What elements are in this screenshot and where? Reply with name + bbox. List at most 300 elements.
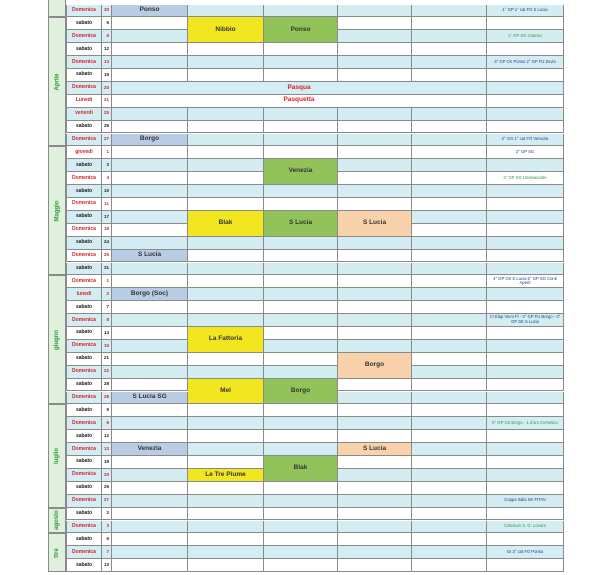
grid-cell: [112, 172, 188, 185]
grid-cell: [112, 69, 188, 82]
day-name: sabato: [66, 327, 102, 340]
day-name: sabato: [66, 121, 102, 134]
day-name: Domenica: [66, 546, 102, 559]
month-label: agosto: [54, 510, 61, 531]
grid-cell: [338, 17, 412, 30]
day-number: 3: [102, 159, 112, 172]
grid-cell: [112, 495, 188, 508]
grid-cell: [412, 469, 487, 482]
month-label: ttre: [53, 547, 60, 558]
grid-cell: [487, 443, 564, 456]
day-name: sabato: [66, 211, 102, 224]
month-label: luglio: [54, 447, 60, 464]
day-name: Domenica: [66, 392, 102, 405]
note-cell: 4° GP CK S Lucia 5° GP SG Conti Aperti: [487, 275, 564, 288]
grid-cell: [338, 533, 412, 546]
event-block: Blak: [188, 211, 264, 237]
grid-cell: [338, 521, 412, 534]
day-name: giovedi: [66, 146, 102, 159]
grid-cell: [112, 469, 188, 482]
grid-cell: [338, 185, 412, 198]
month-label: Maggio: [54, 200, 60, 222]
grid-cell: [487, 430, 564, 443]
grid-cell: [487, 366, 564, 379]
grid-cell: [412, 533, 487, 546]
grid-cell: [487, 404, 564, 417]
grid-cell: [412, 430, 487, 443]
grid-cell: [264, 288, 338, 301]
grid-cell: [412, 17, 487, 30]
day-number: 27: [102, 495, 112, 508]
grid-cell: [264, 275, 338, 288]
grid-cell: [264, 198, 338, 211]
day-number: 20: [102, 469, 112, 482]
grid-cell: [487, 250, 564, 263]
grid-cell: [487, 288, 564, 301]
grid-cell: [112, 237, 188, 250]
grid-cell: [412, 353, 487, 366]
grid-cell: [188, 366, 264, 379]
day-number: 21: [102, 95, 112, 108]
event-block: Borgo: [338, 353, 412, 379]
grid-cell: [412, 159, 487, 172]
grid-cell: [412, 185, 487, 198]
day-number: 27: [102, 134, 112, 147]
grid-cell: [338, 198, 412, 211]
grid-cell: [112, 301, 188, 314]
grid-cell: [264, 482, 338, 495]
grid-cell: [264, 314, 338, 327]
grid-cell: [264, 43, 338, 56]
note-cell: 3° GP CK Ponso 2° GP FU Zevio: [487, 56, 564, 69]
day-name: Domenica: [66, 250, 102, 263]
grid-cell: [112, 559, 188, 572]
grid-cell: [487, 224, 564, 237]
grid-cell: [338, 508, 412, 521]
grid-cell: [338, 172, 412, 185]
day-number: 20: [102, 82, 112, 95]
day-name: sabato: [66, 17, 102, 30]
grid-cell: [338, 69, 412, 82]
grid-cell: [487, 392, 564, 405]
event-cell: S Lucia: [112, 250, 188, 263]
grid-cell: [264, 404, 338, 417]
grid-cell: [487, 301, 564, 314]
grid-cell: [112, 43, 188, 56]
day-name: sabato: [66, 43, 102, 56]
grid-cell: [487, 159, 564, 172]
grid-cell: [487, 327, 564, 340]
grid-cell: [112, 366, 188, 379]
grid-cell: [264, 250, 338, 263]
day-name: Domenica: [66, 340, 102, 353]
grid-cell: [487, 95, 564, 108]
day-number: 19: [102, 456, 112, 469]
day-name: Domenica: [66, 443, 102, 456]
grid-cell: [112, 17, 188, 30]
day-name: Domenica: [66, 314, 102, 327]
grid-cell: [412, 404, 487, 417]
grid-cell: [264, 366, 338, 379]
day-number: 18: [102, 224, 112, 237]
grid-cell: [338, 456, 412, 469]
grid-cell: [264, 301, 338, 314]
day-name: sabato: [66, 430, 102, 443]
grid-cell: [487, 185, 564, 198]
day-name: sabato: [66, 301, 102, 314]
grid-cell: [188, 456, 264, 469]
grid-cell: [112, 379, 188, 392]
grid-cell: [264, 121, 338, 134]
grid-cell: [188, 146, 264, 159]
grid-cell: [264, 69, 338, 82]
day-number: 28: [102, 379, 112, 392]
grid-cell: [188, 301, 264, 314]
grid-cell: [112, 533, 188, 546]
grid-cell: [188, 533, 264, 546]
grid-cell: [188, 56, 264, 69]
grid-cell: [188, 263, 264, 276]
grid-cell: [487, 482, 564, 495]
holiday-banner: Pasqua: [112, 82, 487, 95]
day-number: 10: [102, 185, 112, 198]
grid-cell: [112, 159, 188, 172]
month-label-cell: [48, 146, 66, 275]
grid-cell: [412, 134, 487, 147]
grid-cell: [487, 353, 564, 366]
grid-cell: [112, 314, 188, 327]
day-name: Domenica: [66, 198, 102, 211]
grid-cell: [338, 237, 412, 250]
grid-cell: [112, 211, 188, 224]
grid-cell: [188, 508, 264, 521]
note-cell: 2° GG 1° cat FO Venezia: [487, 134, 564, 147]
grid-cell: [412, 30, 487, 43]
event-block: S Lucia: [264, 211, 338, 237]
event-cell: Venezia: [112, 443, 188, 456]
day-number: 26: [102, 482, 112, 495]
grid-cell: [412, 508, 487, 521]
grid-cell: [188, 443, 264, 456]
day-name: Domenica: [66, 134, 102, 147]
grid-cell: [112, 340, 188, 353]
grid-cell: [188, 430, 264, 443]
day-number: 6: [102, 30, 112, 43]
grid-cell: [264, 263, 338, 276]
day-number: 1: [102, 275, 112, 288]
day-number: 12: [102, 43, 112, 56]
grid-cell: [412, 495, 487, 508]
event-block: S Lucia: [338, 443, 412, 456]
grid-cell: [412, 56, 487, 69]
grid-cell: [487, 121, 564, 134]
grid-cell: [412, 43, 487, 56]
grid-cell: [112, 521, 188, 534]
grid-cell: [338, 301, 412, 314]
grid-cell: [487, 533, 564, 546]
grid-cell: [188, 559, 264, 572]
grid-cell: [264, 546, 338, 559]
grid-cell: [412, 314, 487, 327]
day-number: 7: [102, 546, 112, 559]
event-block: Venezia: [264, 159, 338, 185]
grid-cell: [487, 17, 564, 30]
note-cell: GI 3° cat FO Ponso: [487, 546, 564, 559]
event-cell: Ponso: [112, 5, 188, 18]
grid-cell: [188, 69, 264, 82]
day-name: Domenica: [66, 56, 102, 69]
grid-cell: [112, 263, 188, 276]
grid-cell: [338, 43, 412, 56]
day-number: 5: [102, 17, 112, 30]
note-cell: 5° GP CK Borgo - 1 d'oro Corsetico: [487, 417, 564, 430]
day-name: venerdi: [66, 108, 102, 121]
grid-cell: [412, 275, 487, 288]
grid-cell: [412, 443, 487, 456]
grid-cell: [112, 404, 188, 417]
grid-cell: [412, 288, 487, 301]
grid-cell: [338, 469, 412, 482]
month-label-cell: [48, 533, 66, 572]
day-name: sabato: [66, 237, 102, 250]
grid-cell: [487, 211, 564, 224]
day-name: sabato: [66, 185, 102, 198]
grid-cell: [412, 417, 487, 430]
grid-cell: [412, 172, 487, 185]
grid-cell: [338, 134, 412, 147]
grid-cell: [264, 443, 338, 456]
grid-cell: [487, 263, 564, 276]
day-name: Domenica: [66, 172, 102, 185]
note-cell: Coppa Italia SK FITAV: [487, 495, 564, 508]
grid-cell: [412, 559, 487, 572]
grid-cell: [412, 456, 487, 469]
day-number: 1: [102, 146, 112, 159]
grid-cell: [188, 185, 264, 198]
grid-cell: [264, 430, 338, 443]
day-name: Domenica: [66, 521, 102, 534]
grid-cell: [338, 559, 412, 572]
grid-cell: [338, 5, 412, 18]
day-number: 24: [102, 237, 112, 250]
day-number: 31: [102, 263, 112, 276]
grid-cell: [112, 456, 188, 469]
note-cell: Criterium S. G. Lonare: [487, 521, 564, 534]
grid-cell: [264, 146, 338, 159]
day-number: 6: [102, 533, 112, 546]
grid-cell: [264, 521, 338, 534]
note-cell: 2° GP SG Unebiavorde: [487, 172, 564, 185]
month-label-cell: [48, 17, 66, 146]
grid-cell: [264, 417, 338, 430]
grid-cell: [412, 546, 487, 559]
grid-cell: [188, 521, 264, 534]
grid-cell: [264, 495, 338, 508]
day-number: 11: [102, 198, 112, 211]
day-name: sabato: [66, 559, 102, 572]
grid-cell: [188, 314, 264, 327]
grid-cell: [412, 69, 487, 82]
day-name: Domenica: [66, 275, 102, 288]
day-name: Domenica: [66, 417, 102, 430]
grid-cell: [188, 250, 264, 263]
grid-cell: [188, 495, 264, 508]
day-name: Lunedi: [66, 95, 102, 108]
grid-cell: [338, 417, 412, 430]
day-number: 2: [102, 288, 112, 301]
day-number: 22: [102, 366, 112, 379]
grid-cell: [412, 366, 487, 379]
month-label-cell: [48, 275, 66, 404]
event-cell: Borgo (Soc): [112, 288, 188, 301]
event-block: Borgo: [264, 379, 338, 405]
grid-cell: [112, 430, 188, 443]
grid-cell: [487, 340, 564, 353]
grid-cell: [412, 5, 487, 18]
day-number: 8: [102, 314, 112, 327]
day-name: sabato: [66, 508, 102, 521]
day-number: 2: [102, 508, 112, 521]
grid-cell: [188, 108, 264, 121]
grid-cell: [188, 198, 264, 211]
day-name: sabato: [66, 456, 102, 469]
grid-cell: [188, 546, 264, 559]
grid-cell: [338, 340, 412, 353]
grid-cell: [112, 353, 188, 366]
grid-cell: [412, 121, 487, 134]
grid-cell: [188, 159, 264, 172]
grid-cell: [338, 288, 412, 301]
day-number: 17: [102, 211, 112, 224]
day-name: sabato: [66, 379, 102, 392]
grid-cell: [338, 159, 412, 172]
grid-cell: [338, 314, 412, 327]
grid-cell: [412, 237, 487, 250]
event-block: Le Tre Piume: [188, 469, 264, 482]
day-name: sabato: [66, 482, 102, 495]
day-number: 26: [102, 121, 112, 134]
day-number: 30: [102, 5, 112, 18]
grid-cell: [112, 185, 188, 198]
day-number: 5: [102, 404, 112, 417]
grid-cell: [188, 134, 264, 147]
grid-cell: [112, 30, 188, 43]
day-name: sabato: [66, 263, 102, 276]
grid-cell: [188, 5, 264, 18]
grid-cell: [112, 56, 188, 69]
month-label: Aprile: [54, 73, 61, 91]
grid-cell: [412, 327, 487, 340]
grid-cell: [487, 559, 564, 572]
day-number: 6: [102, 417, 112, 430]
grid-cell: [412, 521, 487, 534]
grid-cell: [338, 121, 412, 134]
grid-cell: [264, 353, 338, 366]
grid-cell: [112, 146, 188, 159]
month-label-cell: [48, 508, 66, 534]
holiday-banner: Pasquetta: [112, 95, 487, 108]
grid-cell: [188, 404, 264, 417]
day-name: sabato: [66, 69, 102, 82]
grid-cell: [112, 482, 188, 495]
grid-cell: [264, 108, 338, 121]
day-name: Domenica: [66, 82, 102, 95]
day-name: lunedi: [66, 288, 102, 301]
grid-cell: [412, 211, 487, 224]
grid-cell: [338, 482, 412, 495]
note-cell: 2° GP SG: [487, 146, 564, 159]
day-name: Domenica: [66, 366, 102, 379]
grid-cell: [264, 134, 338, 147]
grid-cell: [487, 82, 564, 95]
grid-cell: [338, 392, 412, 405]
grid-cell: [264, 185, 338, 198]
grid-cell: [188, 121, 264, 134]
day-number: 29: [102, 392, 112, 405]
month-label: giugno: [54, 329, 60, 350]
event-block: Nibbio: [188, 17, 264, 43]
grid-cell: [188, 275, 264, 288]
grid-cell: [412, 146, 487, 159]
day-number: 13: [102, 559, 112, 572]
day-number: 7: [102, 301, 112, 314]
grid-cell: [264, 559, 338, 572]
grid-cell: [112, 275, 188, 288]
grid-cell: [487, 108, 564, 121]
day-number: 19: [102, 69, 112, 82]
grid-cell: [338, 108, 412, 121]
grid-cell: [188, 288, 264, 301]
grid-cell: [264, 327, 338, 340]
event-cell: S Lucia SG: [112, 392, 188, 405]
day-number: 13: [102, 56, 112, 69]
day-name: Domenica: [66, 469, 102, 482]
grid-cell: [112, 417, 188, 430]
grid-cell: [487, 456, 564, 469]
grid-cell: [112, 546, 188, 559]
grid-cell: [188, 417, 264, 430]
grid-cell: [338, 275, 412, 288]
grid-cell: [188, 237, 264, 250]
grid-cell: [188, 172, 264, 185]
event-cell: Borgo: [112, 134, 188, 147]
event-block: Mel: [188, 379, 264, 405]
note-cell: 1° GP 1° cat FO S Lucia: [487, 5, 564, 18]
day-name: Domenica: [66, 30, 102, 43]
grid-cell: [412, 250, 487, 263]
grid-cell: [412, 224, 487, 237]
grid-cell: [264, 56, 338, 69]
grid-cell: [412, 340, 487, 353]
grid-cell: [487, 237, 564, 250]
grid-cell: [338, 146, 412, 159]
day-name: Domenica: [66, 495, 102, 508]
grid-cell: [412, 301, 487, 314]
day-name: Domenica: [66, 5, 102, 18]
grid-cell: [264, 340, 338, 353]
grid-cell: [112, 508, 188, 521]
grid-cell: [412, 198, 487, 211]
event-block: Blak: [264, 456, 338, 482]
day-name: sabato: [66, 533, 102, 546]
day-name: sabato: [66, 159, 102, 172]
grid-cell: [338, 250, 412, 263]
day-number: 21: [102, 353, 112, 366]
grid-cell: [112, 327, 188, 340]
grid-cell: [412, 482, 487, 495]
day-name: Domenica: [66, 224, 102, 237]
day-number: 13: [102, 443, 112, 456]
